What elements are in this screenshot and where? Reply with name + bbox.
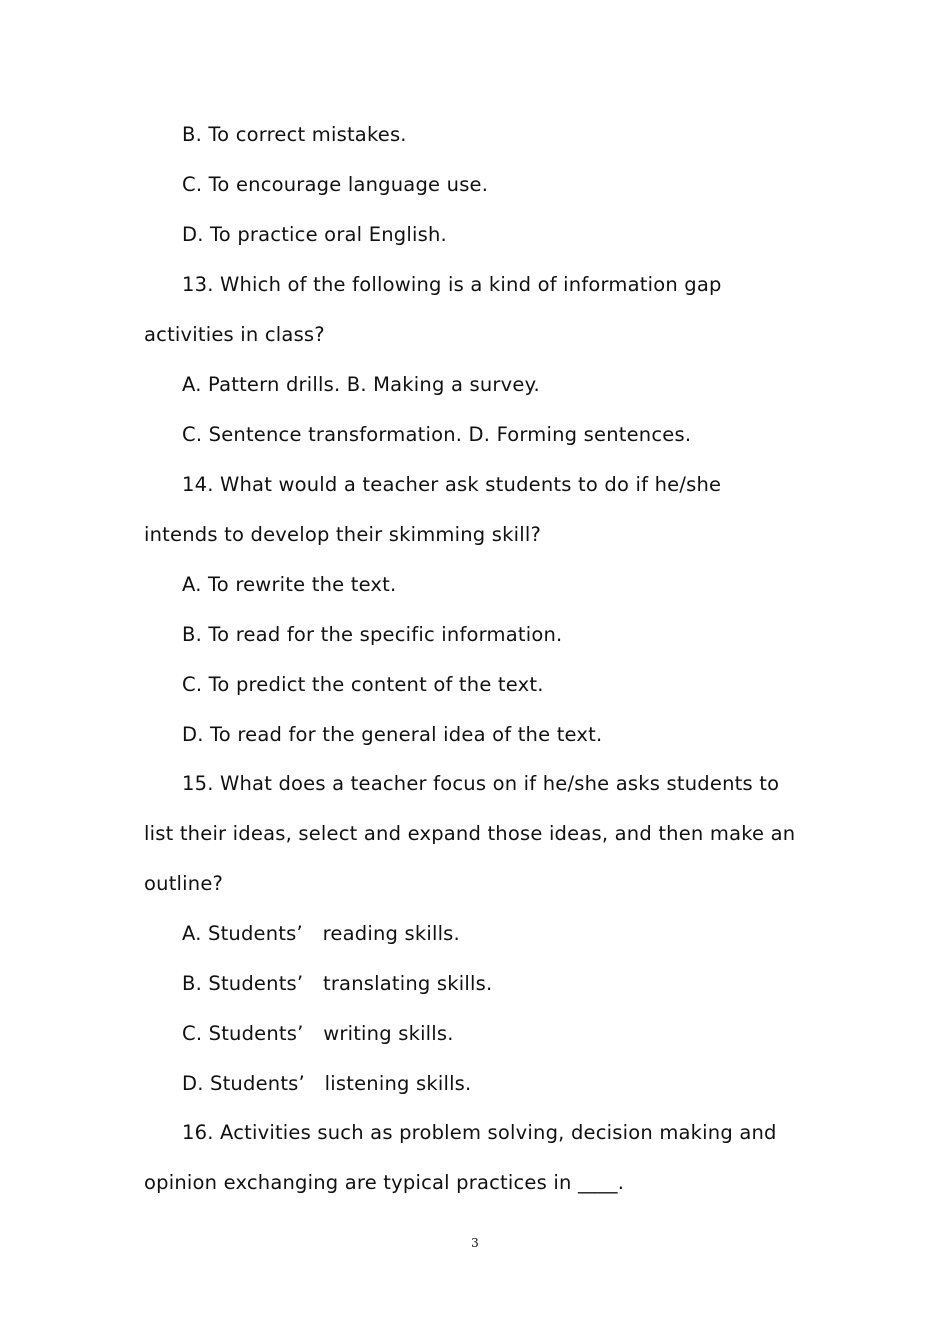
question-15-line-2: list their ideas, select and expand those ideas, and then make an — [144, 822, 796, 845]
question-16-line-1: 16. Activities such as problem solving, decision making and — [182, 1121, 777, 1144]
question-14-line-2: intends to develop their skimming skill? — [144, 523, 542, 546]
question-13-line-2: activities in class? — [144, 323, 325, 346]
option-12c: C. To encourage language use. — [182, 173, 489, 196]
option-12b: B. To correct mistakes. — [182, 123, 407, 146]
option-14b: B. To read for the specific information. — [182, 623, 563, 646]
question-13-line-1: 13. Which of the following is a kind of information gap — [182, 273, 722, 296]
question-15-line-1: 15. What does a teacher focus on if he/she asks students to — [182, 772, 780, 795]
option-15c: C. Students’ writing skills. — [182, 1022, 454, 1045]
page-number: 3 — [471, 1236, 479, 1250]
option-14d: D. To read for the general idea of the text. — [182, 723, 603, 746]
question-15-line-3: outline? — [144, 872, 224, 895]
options-13-ab: A. Pattern drills. B. Making a survey. — [182, 373, 540, 396]
option-15d: D. Students’ listening skills. — [182, 1072, 472, 1095]
question-16-line-2: opinion exchanging are typical practices in ____. — [144, 1171, 625, 1194]
options-13-cd: C. Sentence transformation. D. Forming sentences. — [182, 423, 692, 446]
option-14c: C. To predict the content of the text. — [182, 673, 544, 696]
option-12d: D. To practice oral English. — [182, 223, 447, 246]
option-15b: B. Students’ translating skills. — [182, 972, 493, 995]
question-14-line-1: 14. What would a teacher ask students to do if he/she — [182, 473, 722, 496]
option-14a: A. To rewrite the text. — [182, 573, 397, 596]
option-15a: A. Students’ reading skills. — [182, 922, 460, 945]
